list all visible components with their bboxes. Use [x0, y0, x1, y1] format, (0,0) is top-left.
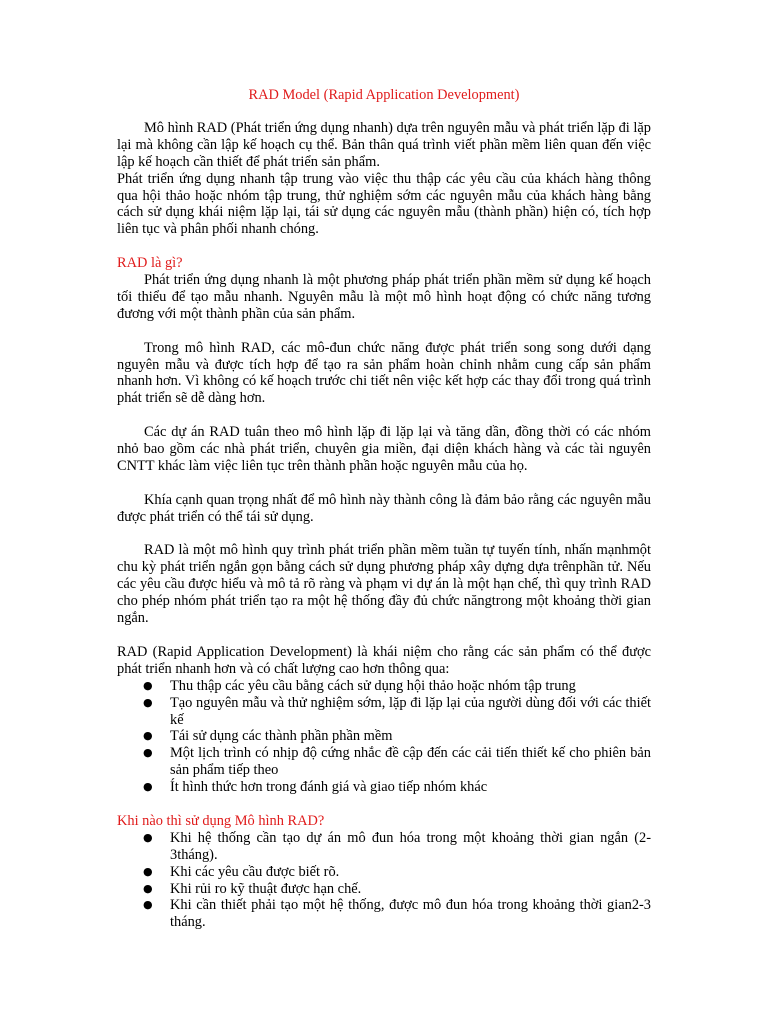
- bullet-icon: ●: [143, 881, 153, 895]
- bullet-icon: ●: [143, 830, 153, 844]
- when-to-use-list: [117, 830, 651, 931]
- list-item: ● Ít hình thức hơn trong đánh giá và giao tiếp nhóm khác: [143, 779, 488, 796]
- bullet-icon: ●: [143, 695, 153, 709]
- what-paragraph-1: Phát triển ứng dụng nhanh là một phương pháp phát triển phần mềm sử dụng kế hoạch tối thiểu để tạo mẫu nhanh. Nguyên mẫu là một mô hình hoạt động có chức năng tương đương với một thành phần của sản phẩm.: [117, 272, 651, 322]
- rad-benefits-list: [117, 678, 651, 796]
- what-paragraph-4: Khía cạnh quan trọng nhất để mô hình này thành công là đảm bảo rằng các nguyên mẫu được phát triển có thể tái sử dụng.: [117, 491, 651, 525]
- what-paragraph-3: Các dự án RAD tuân theo mô hình lặp đi lặp lại và tăng dần, đồng thời có các nhóm nhỏ bao gồm các nhà phát triển, chuyên gia miền, đại diện khách hàng và các tài nguyên CNTT khác làm việc liên tục trên thành phần hoặc nguyên mẫu của họ.: [117, 424, 651, 474]
- section-heading-when-to-use: Khi nào thì sử dụng Mô hình RAD?: [117, 812, 325, 829]
- section-heading-what-is-rad: RAD là gì?: [117, 255, 183, 272]
- intro-paragraph-2: Phát triển ứng dụng nhanh tập trung vào việc thu thập các yêu cầu của khách hàng thông qua hội thảo hoặc nhóm tập trung, thử nghiệm sớm các nguyên mẫu của khách hàng bằng cách sử dụng khái niệm lặp lại, tái sử dụng các nguyên mẫu (thành phần) hiện có, tích hợp liên tục và phân phối nhanh chóng.: [117, 170, 651, 238]
- bullet-icon: ●: [143, 864, 153, 878]
- list-item: ● Khi rủi ro kỹ thuật được hạn chế.: [143, 880, 362, 897]
- list-item: ● Khi cần thiết phải tạo một hệ thống, được mô đun hóa trong khoảng thời gian2-3 tháng.: [143, 897, 651, 931]
- list-item: ● Thu thập các yêu cầu bằng cách sử dụng hội thảo hoặc nhóm tập trung: [143, 677, 576, 694]
- bullet-icon: ●: [143, 780, 153, 794]
- list-item: ● Một lịch trình có nhịp độ cứng nhắc đề cập đến các cải tiến thiết kế cho phiên bản sản phẩm tiếp theo: [143, 745, 651, 779]
- what-paragraph-5: RAD là một mô hình quy trình phát triển phần mềm tuần tự tuyến tính, nhấn mạnhmột chu kỳ phát triển ngắn gọn bằng cách sử dụng phương pháp xây dựng dựa trênphần tử. Nếu các yêu cầu được hiểu và mô tả rõ ràng và phạm vi dự án là một hạn chế, thì quy trình RAD cho phép nhóm phát triển tạo ra một hệ thống đầy đủ chức năngtrong một khoảng thời gian ngắn.: [117, 542, 651, 627]
- bullet-icon: ●: [143, 746, 153, 760]
- bullet-icon: ●: [143, 898, 153, 912]
- bullet-icon: ●: [143, 729, 153, 743]
- list-item: ● Khi hệ thống cần tạo dự án mô đun hóa trong một khoảng thời gian ngắn (2-3tháng).: [143, 829, 651, 863]
- bullet-icon: ●: [143, 678, 153, 692]
- document-title: RAD Model (Rapid Application Development): [248, 87, 520, 103]
- list-item: ● Tái sử dụng các thành phần phần mềm: [143, 728, 393, 745]
- document-body: [117, 87, 651, 931]
- what-paragraph-2: Trong mô hình RAD, các mô-đun chức năng được phát triển song song dưới dạng nguyên mẫu và được tích hợp để tạo ra sản phẩm hoàn chỉnh nhằm cung cấp sản phẩm nhanh hơn. Vì không có kế hoạch trước chi tiết nên việc kết hợp các thay đổi trong quá trình phát triển sẽ dễ dàng hơn.: [117, 339, 651, 407]
- list-item: ● Khi các yêu cầu được biết rõ.: [143, 863, 340, 880]
- what-paragraph-6: RAD (Rapid Application Development) là khái niệm cho rằng các sản phẩm có thể được phát triển nhanh hơn và có chất lượng cao hơn thông qua:: [117, 643, 651, 677]
- list-item: ● Tạo nguyên mẫu và thử nghiệm sớm, lặp đi lặp lại của người dùng đối với các thiết kế: [143, 694, 651, 728]
- intro-paragraph-1: Mô hình RAD (Phát triển ứng dụng nhanh) dựa trên nguyên mẫu và phát triển lặp đi lặp lại mà không cần lập kế hoạch cụ thể. Bản thân quá trình viết phần mềm liên quan đến việc lập kế hoạch cần thiết để phát triển sản phẩm.: [117, 119, 651, 170]
